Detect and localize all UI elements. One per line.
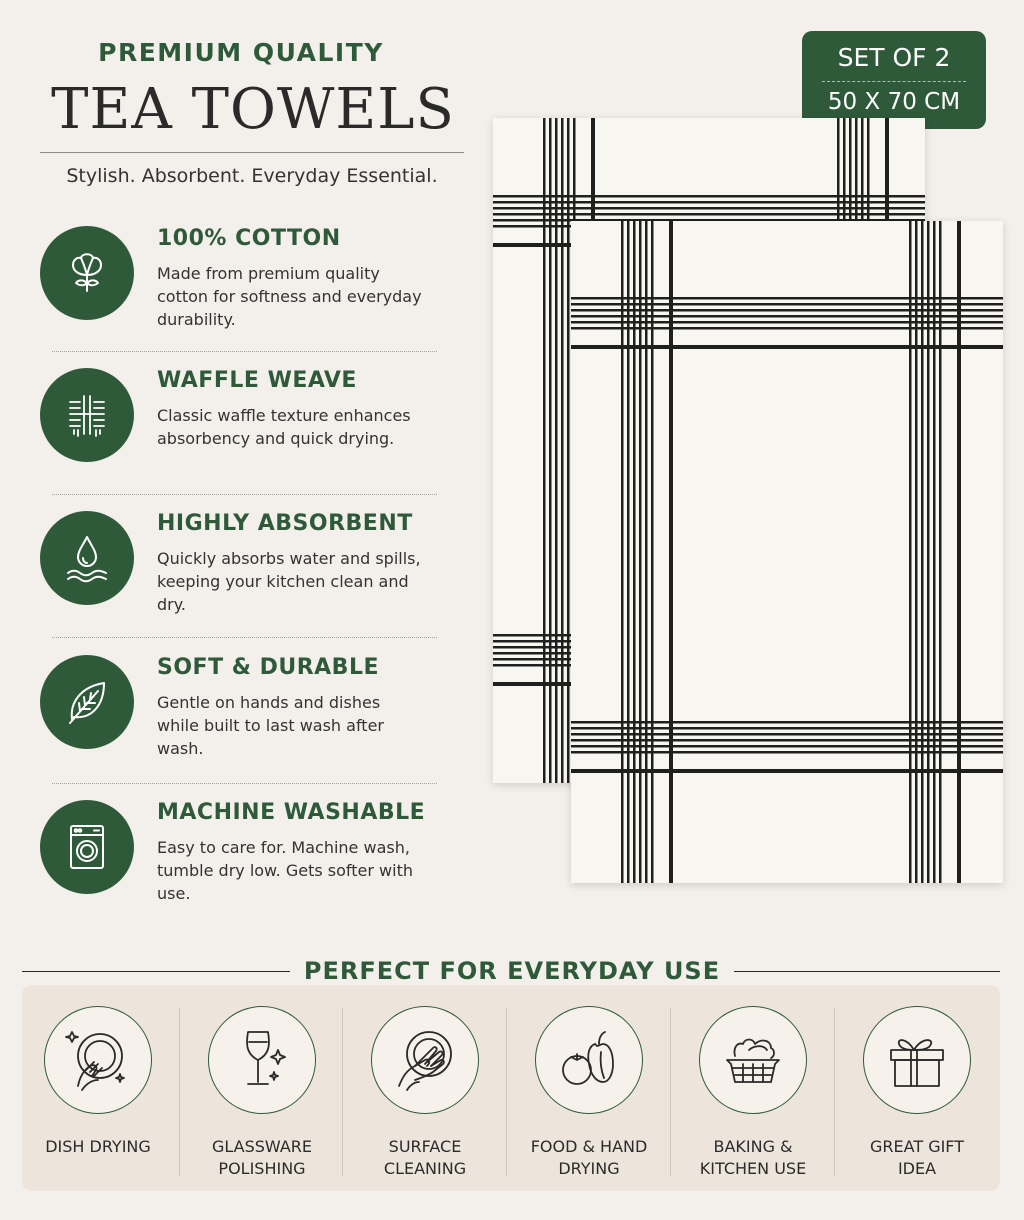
- wine-glass-icon: [208, 1006, 316, 1114]
- use-glassware-polishing: [187, 1006, 337, 1180]
- badge-dimensions: 50 X 70 CM: [827, 89, 961, 115]
- vegetables-icon: [535, 1006, 643, 1114]
- use-label: SURFACE CLEANING: [383, 1137, 467, 1178]
- page-title: TEA TOWELS: [51, 77, 455, 142]
- feature-title: HIGHLY ABSORBENT: [157, 511, 413, 536]
- use-separator: [670, 1008, 671, 1176]
- washing-machine-icon: [40, 800, 134, 894]
- feature-title: MACHINE WASHABLE: [157, 800, 426, 825]
- feature-machine-washable: [40, 800, 440, 932]
- hand-wiping-icon: [371, 1006, 479, 1114]
- tagline: Stylish. Absorbent. Everyday Essential.: [66, 165, 438, 187]
- use-label: BAKING & KITCHEN USE: [699, 1137, 807, 1178]
- use-separator: [342, 1008, 343, 1176]
- use-label: FOOD & HAND DRYING: [530, 1137, 648, 1178]
- leaf-icon: [40, 655, 134, 749]
- towel-image-front: [571, 221, 1003, 883]
- use-label: GREAT GIFT IDEA: [870, 1137, 964, 1178]
- waffle-weave-icon: [40, 368, 134, 462]
- feature-waffle-weave: [40, 368, 440, 500]
- feature-description: Easy to care for. Machine wash, tumble dry low. Gets softer with use.: [157, 838, 413, 903]
- feature-soft-durable: [40, 655, 440, 787]
- water-drop-icon: [40, 511, 134, 605]
- feature-description: Classic waffle texture enhances absorbency and quick drying.: [157, 406, 411, 448]
- towel-stripes-front: [571, 221, 1003, 883]
- feature-divider: [52, 637, 437, 638]
- feature-description: Made from premium quality cotton for softness and everyday durability.: [157, 264, 422, 329]
- cotton-icon: [40, 226, 134, 320]
- use-baking-kitchen: [678, 1006, 828, 1180]
- use-label: DISH DRYING: [45, 1137, 151, 1156]
- use-separator: [834, 1008, 835, 1176]
- gift-box-icon: [863, 1006, 971, 1114]
- use-label: GLASSWARE POLISHING: [211, 1137, 313, 1178]
- eyebrow-heading: PREMIUM QUALITY: [98, 38, 384, 67]
- title-divider: [40, 152, 464, 153]
- use-dish-drying: [23, 1006, 173, 1158]
- badge-set-count: SET OF 2: [837, 43, 951, 72]
- feature-description: Quickly absorbs water and spills, keeping your kitchen clean and dry.: [157, 549, 421, 614]
- bread-basket-icon: [699, 1006, 807, 1114]
- badge-separator: [822, 81, 966, 82]
- use-gift-idea: [842, 1006, 992, 1180]
- feature-title: WAFFLE WEAVE: [157, 368, 357, 393]
- use-surface-cleaning: [350, 1006, 500, 1180]
- use-separator: [179, 1008, 180, 1176]
- feature-description: Gentle on hands and dishes while built to last wash after wash.: [157, 693, 384, 758]
- feature-title: 100% COTTON: [157, 226, 341, 251]
- uses-heading: PERFECT FOR EVERYDAY USE: [303, 957, 721, 985]
- dish-drying-icon: [44, 1006, 152, 1114]
- size-badge: [802, 31, 986, 129]
- feature-cotton: [40, 226, 440, 358]
- feature-divider: [52, 783, 437, 784]
- feature-divider: [52, 351, 437, 352]
- feature-absorbent: [40, 511, 440, 643]
- feature-divider: [52, 494, 437, 495]
- use-food-hand-drying: [514, 1006, 664, 1180]
- use-separator: [506, 1008, 507, 1176]
- feature-title: SOFT & DURABLE: [157, 655, 379, 680]
